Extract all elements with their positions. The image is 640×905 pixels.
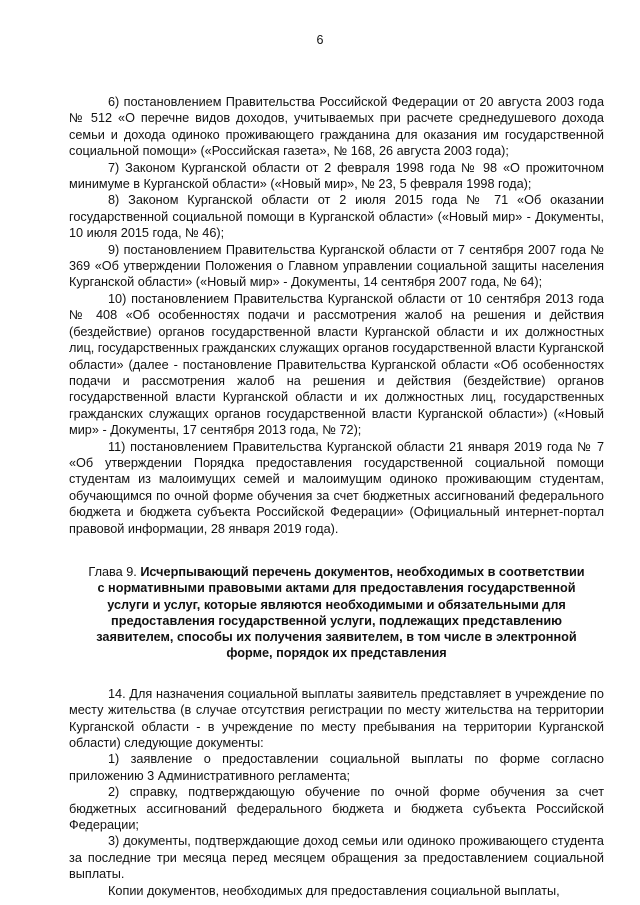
paragraph-copies: Копии документов, необходимых для предоставления социальной выплаты, (108, 883, 560, 898)
paragraph-document-3: 3) документы, подтверждающие доход семьи или одиноко проживающего студента за последние три месяца перед месяцем обращения за предоставлением социальной выплаты. (69, 834, 604, 882)
paragraph-item-6: 6) постановлением Правительства Российской Федерации от 20 августа 2003 года № 512 «О перечне видов доходов, учитываемых при расчете среднедушевого дохода семьи и дохода одиноко проживающего гражданина для оказания им государственной социальной помощи» («Российская газета», № 168, 26 августа 2003 года); (69, 95, 604, 159)
paragraph-item-10: 10) постановлением Правительства Курганской области от 10 сентября 2013 года № 408 «Об особенностях подачи и рассмотрения жалоб на решения и действия (бездействие) органов государственной власти Курганской области и их должностных лиц, государственных гражданских служащих органов государственной власти Курганской области» (далее - постановление Правительства Курганской области «Об особенностях подачи и рассмотрения жалоб на решения и действия (бездействие) органов государственной власти Курганской области и их должностных лиц, государственных гражданских служащих органов государственной власти Курганской области») («Новый мир» - Документы, 17 сентября 2013 года, № 72); (69, 291, 604, 438)
chapter-title: Исчерпывающий перечень документов, необходимых в соответствии с нормативными правовыми актами для предоставления государственной услуги и услуг, которые являются необходимыми и обязательными для предоставления государственной услуги, подлежащих представлению заявителем, способы их получения заявителем, в том числе в электронной форме, порядок их представления (96, 564, 585, 661)
paragraph-item-11: 11) постановлением Правительства Курганской области 21 января 2019 года № 7 «Об утверждении Порядка предоставления государственной социальной помощи студентам из малоимущих семей и малоимущим одиноко проживающим студентам, обучающимся по очной форме обучения за счет бюджетных ассигнований федерального бюджета и бюджета субъекта Российской Федерации» (Официальный интернет-портал правовой информации, 28 января 2019 года). (69, 439, 604, 536)
paragraph-document-1: 1) заявление о предоставлении социальной выплаты по форме согласно приложению 3 Административного регламента; (69, 752, 604, 783)
chapter-number: Глава 9. (88, 564, 141, 579)
chapter-heading (69, 564, 604, 662)
paragraph-clause-14: 14. Для назначения социальной выплаты заявитель представляет в учреждение по месту жительства (в случае отсутствия регистрации по месту жительства на территории Курганской области - в учреждение по месту пребывания на территории Курганской области) следующие документы: (69, 686, 604, 750)
paragraph-item-9: 9) постановлением Правительства Курганской области от 7 сентября 2007 года № 369 «Об утверждении Положения о Главном управлении социальной защиты населения Курганской области» («Новый мир» - Документы, 14 сентября 2007 года, № 64); (69, 242, 604, 290)
page-number: 6 (316, 33, 324, 47)
paragraph-item-8: 8) Законом Курганской области от 2 июля 2015 года № 71 «Об оказании государственной социальной помощи в Курганской области» («Новый мир» - Документы, 10 июля 2015 года, № 46); (69, 193, 604, 241)
paragraph-item-7: 7) Законом Курганской области от 2 февраля 1998 года № 98 «О прожиточном минимуме в Курганской области» («Новый мир», № 23, 5 февраля 1998 года); (69, 160, 604, 192)
paragraph-document-2: 2) справку, подтверждающую обучение по очной форме обучения за счет бюджетных ассигнований федерального бюджета и бюджета субъекта Российской Федерации; (69, 785, 604, 832)
document-body (69, 94, 604, 899)
